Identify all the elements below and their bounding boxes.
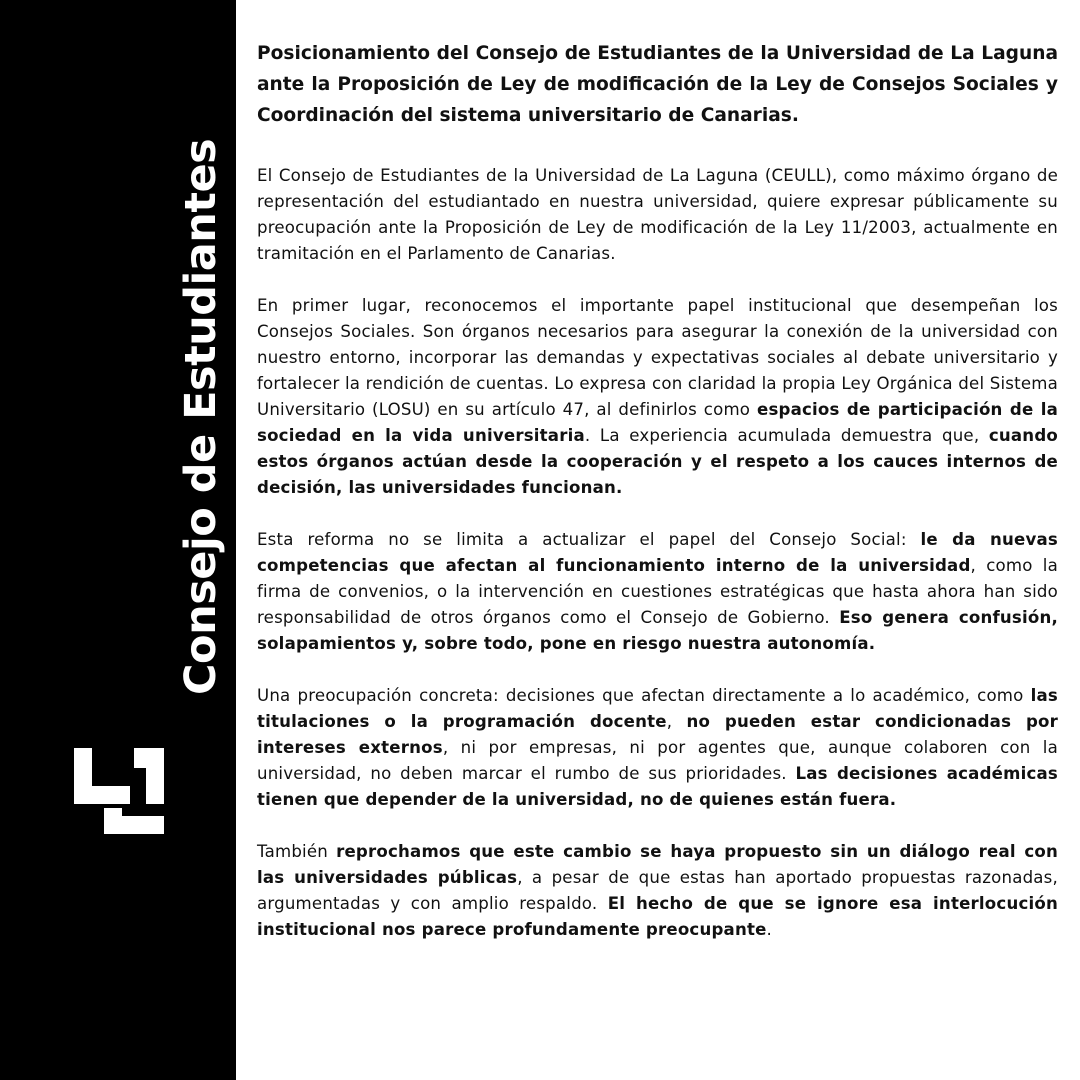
ll-logo-icon	[74, 748, 164, 834]
text-run: . La experiencia acumulada demuestra que,	[584, 426, 989, 445]
bold-run: cuando estos órganos actúan desde la cooperación y el respeto a los cauces internos de decisión, las universidades funcionan.	[257, 426, 1058, 497]
text-run: , a pesar de que estas han aportado propuestas razonadas, argumentadas y con amplio respaldo.	[257, 868, 1058, 913]
text-run: ,	[666, 712, 687, 731]
bold-run: El hecho de que se ignore esa interlocución institucional nos parece profundamente preocupante	[257, 894, 1058, 939]
text-run: , ni por empresas, ni por agentes que, aunque colaboren con la universidad, no deben marcar el rumbo de sus prioridades.	[257, 738, 1058, 783]
sidebar	[0, 0, 282, 1080]
bold-run: no pueden estar condicionadas por intereses externos	[257, 712, 1059, 757]
brand-subtitle: Universidad de La Laguna	[236, 182, 282, 695]
bold-run: reprochamos que este cambio se haya propuesto sin un diálogo real con las universidades públicas	[257, 842, 1058, 887]
text-run: Una preocupación concreta: decisiones que afectan directamente a lo académico, como	[257, 686, 1031, 705]
paragraph-1: El Consejo de Estudiantes de la Universidad de La Laguna (CEULL), como máximo órgano de representación del estudiantado en nuestra universidad, quiere expresar públicamente su preocupación ante la Proposición de Ley de modificación de la Ley 11/2003, actualmente en tramitación en el Parlamento de Canarias.	[257, 166, 1058, 263]
paragraph-3	[257, 527, 1058, 657]
text-run: Esta reforma no se limita a actualizar el papel del Consejo Social:	[257, 530, 921, 549]
text-run: También	[257, 842, 337, 861]
bold-run: le da nuevas competencias que afectan al funcionamiento interno de la universidad	[257, 530, 1058, 575]
bold-run: Eso genera confusión, solapamientos y, sobre todo, pone en riesgo nuestra autonomía.	[257, 608, 1058, 653]
text-run: , como la firma de convenios, o la intervención en cuestiones estratégicas que hasta ahora han sido responsabilidad de otros órganos como el Consejo de Gobierno.	[257, 556, 1058, 627]
paragraph-2	[257, 293, 1058, 501]
bold-run: espacios de participación de la sociedad en la vida universitaria	[257, 400, 1059, 445]
bold-run: las titulaciones o la programación docente	[257, 686, 1058, 731]
document-title: Posicionamiento del Consejo de Estudiantes de la Universidad de La Laguna ante la Proposición de Ley de modificación de la Ley de Consejos Sociales y Coordinación del sistema universitario de Canarias.	[257, 43, 1058, 126]
bold-run: Las decisiones académicas tienen que depender de la universidad, no de quienes están fuera.	[257, 764, 1058, 809]
paragraph-5	[257, 839, 1058, 943]
text-run: .	[766, 920, 773, 939]
text-run: En primer lugar, reconocemos el importante papel institucional que desempeñan los Consejos Sociales. Son órganos necesarios para asegurar la conexión de la universidad con nuestro entorno, incorporar las demandas y expectativas sociales al debate universitario y fortalecer la rendición de cuentas. Lo expresa con claridad la propia Ley Orgánica del Sistema Universitario (LOSU) en su artículo 47, al definirlos como	[257, 296, 1058, 419]
document-body	[257, 38, 1058, 969]
brand-title: Consejo de Estudiantes	[176, 138, 226, 695]
paragraph-4	[257, 683, 1058, 813]
